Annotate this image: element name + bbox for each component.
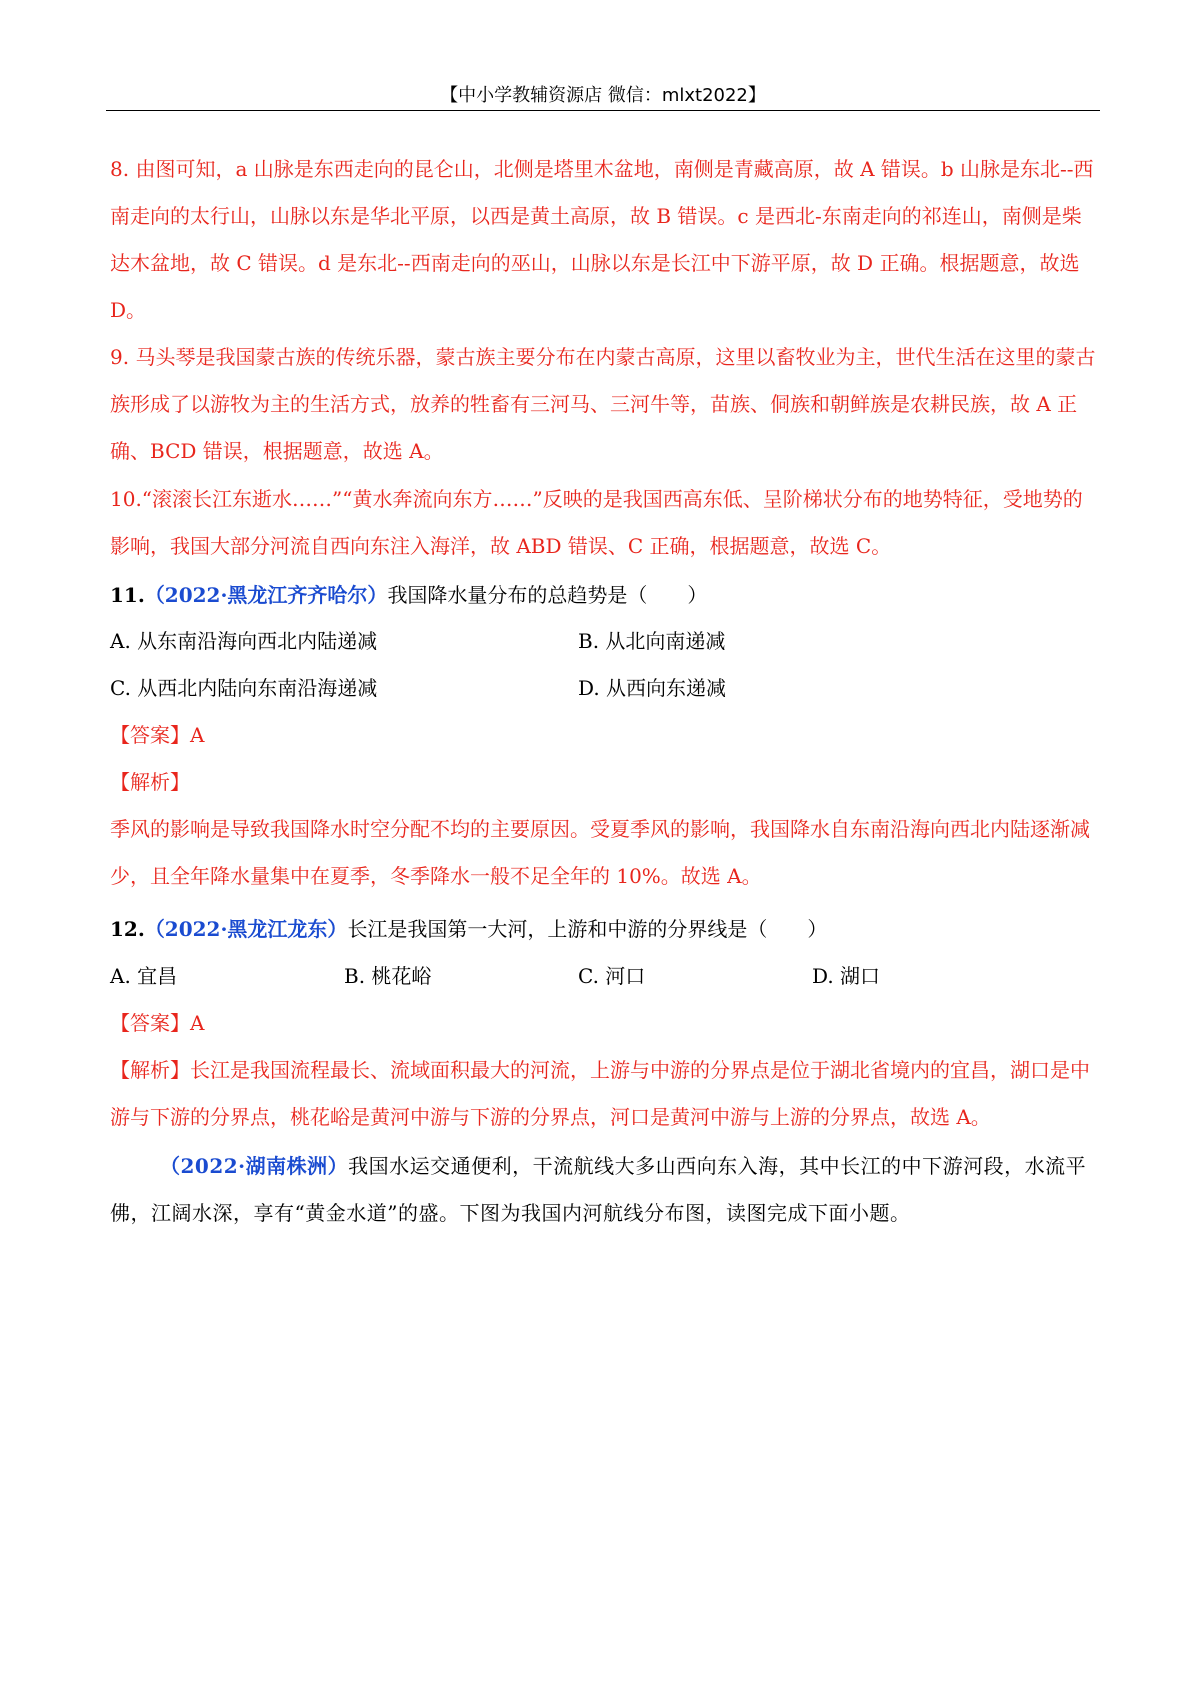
answer-label: 【答案】: [110, 723, 190, 747]
answer-q12: [110, 1000, 1100, 1047]
analysis-label: 【解析】: [110, 1058, 190, 1082]
option-a: A. 宜昌: [110, 964, 178, 988]
analysis-text: 长江是我国流程最长、流域面积最大的河流，上游与中游的分界点是位于湖北省境内的宜昌，湖口是中游与下游的分界点，桃花峪是黄河中游与下游的分界点，河口是黄河中游与上游的分界点，故选 A。: [110, 1058, 1090, 1129]
question-11: [110, 572, 1100, 619]
answer-value: A: [190, 723, 205, 747]
passage-text: 我国水运交通便利，干流航线大多山西向东入海，其中长江的中下游河段，水流平佛，江阔水深，享有“黄金水道”的盛。下图为我国内河航线分布图，读图完成下面小题。: [110, 1154, 1087, 1225]
question-number: 11.: [110, 583, 145, 607]
answer-label: 【答案】: [110, 1011, 190, 1035]
explanation-q8: 8. 由图可知，a 山脉是东西走向的昆仑山，北侧是塔里木盆地，南侧是青藏高原，故 A 错误。b 山脉是东北--西南走向的太行山，山脉以东是华北平原，以西是黄土高原，故 B 错误。c 是西北-东南走向的祁连山，南侧是柴达木盆地，故 C 错误。d 是东北--西南走向的巫山，山脉以东是长江中下游平原，故 D 正确。根据题意，故选 D。: [110, 157, 1094, 322]
options-row: [110, 665, 1100, 712]
passage-source: （2022·湖南株洲）: [160, 1154, 349, 1178]
option-d: D. 湖口: [812, 964, 881, 988]
question-stem: 我国降水量分布的总趋势是（ ）: [387, 583, 708, 607]
option-a: A. 从东南沿海向西北内陆递减: [110, 629, 378, 653]
explanation-q9: 9. 马头琴是我国蒙古族的传统乐器，蒙古族主要分布在内蒙古高原，这里以畜牧业为主，世代生活在这里的蒙古族形成了以游牧为主的生活方式，放养的牲畜有三河马、三河牛等，苗族、侗族和朝鲜族是农耕民族，故 A 正确、BCD 错误，根据题意，故选 A。: [110, 345, 1096, 463]
options-row: [110, 953, 1100, 1000]
option-b: B. 从北向南递减: [578, 629, 726, 653]
options-row: [110, 618, 1100, 665]
question-stem: 长江是我国第一大河，上游和中游的分界线是（ ）: [347, 917, 828, 941]
option-c: C. 河口: [578, 964, 646, 988]
question-source: （2022·黑龙江龙东）: [144, 917, 348, 941]
analysis-label-q11: 【解析】: [110, 770, 190, 794]
analysis-q11: 季风的影响是导致我国降水时空分配不均的主要原因。受夏季风的影响，我国降水自东南沿海向西北内陆逐渐减少，且全年降水量集中在夏季，冬季降水一般不足全年的 10%。故选 A。: [110, 817, 1090, 888]
explanation-q10: 10.“滚滚长江东逝水……”“黄水奔流向东方……”反映的是我国西高东低、呈阶梯状分布的地势特征，受地势的影响，我国大部分河流自西向东注入海洋，故 ABD 错误、C 正确，根据题意，故选 C。: [110, 487, 1083, 558]
answer-q11: [110, 712, 1100, 759]
option-d: D. 从西向东递减: [578, 676, 727, 700]
question-12: [110, 906, 1100, 953]
header-divider: [106, 110, 1100, 111]
reading-passage: [110, 1143, 1100, 1237]
question-number: 12.: [110, 917, 145, 941]
analysis-q12: [110, 1047, 1100, 1141]
answer-value: A: [190, 1011, 205, 1035]
page-header: 【中小学教辅资源店 微信：mlxt2022】: [440, 85, 766, 106]
option-c: C. 从西北内陆向东南沿海递减: [110, 676, 378, 700]
option-b: B. 桃花峪: [344, 964, 432, 988]
question-source: （2022·黑龙江齐齐哈尔）: [144, 583, 388, 607]
